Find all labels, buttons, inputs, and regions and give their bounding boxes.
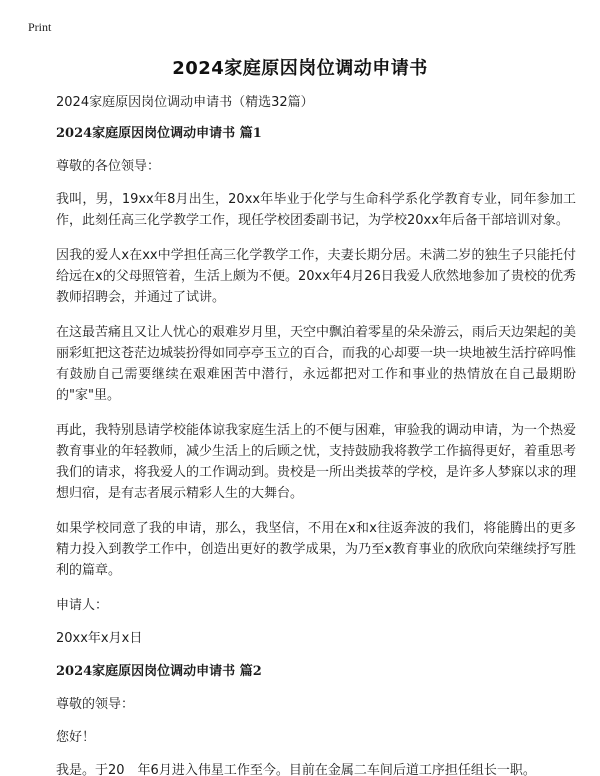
- section-heading: 2024家庭原因岗位调动申请书 篇2: [56, 664, 262, 679]
- salutation: 尊敬的领导：: [56, 697, 135, 712]
- print-link[interactable]: Print: [28, 20, 52, 34]
- document-body: [56, 92, 576, 776]
- body-paragraph: 在这最苦痛且又让人忧心的艰难岁月里，天空中飘泊着零星的朵朵游云，雨后天边架起的美丽彩虹把这苍茫边城装扮得如同亭亭玉立的百合，而我的心却要一块一块地被生活拧碎吗惟有鼓励自己需要继续在艰难困苦中潜行，永远都把对工作和事业的热情放在自己最期盼的"家"里。: [56, 325, 577, 403]
- salutation: 尊敬的各位领导：: [56, 159, 161, 174]
- applicant-label: 申请人：: [56, 598, 109, 613]
- document-title: 2024家庭原因岗位调动申请书: [172, 58, 428, 79]
- body-paragraph: 因我的爱人x在xx中学担任高三化学教学工作，夫妻长期分居。未满二岁的独生子只能托付给远在x的父母照管着，生活上颇为不便。20xx年4月26日我爱人欣然地参加了贵校的优秀教师招聘会，并通过了试讲。: [56, 248, 576, 305]
- body-paragraph: 我叫，男，19xx年8月出生，20xx年毕业于化学与生命科学系化学教育专业，同年参加工作，此刻任高三化学教学工作，现任学校团委副书记，为学校20xx年后备干部培训对象。: [56, 192, 576, 228]
- document-subtitle: 2024家庭原因岗位调动申请书（精选32篇）: [56, 95, 314, 110]
- section-heading: 2024家庭原因岗位调动申请书 篇1: [56, 126, 262, 141]
- body-paragraph: 如果学校同意了我的申请，那么，我坚信，不用在x和x往返奔波的我们，将能腾出的更多精力投入到教学工作中，创造出更好的教学成果，为乃至x教育事业的欣欣向荣继续抒写胜利的篇章。: [56, 521, 576, 578]
- body-paragraph: 我是。于20__年6月进入伟星工作至今。目前在金属二车间后道工序担任组长一职。: [56, 763, 536, 776]
- greeting: 您好！: [56, 730, 96, 745]
- signature-date: 20xx年x月x日: [56, 631, 143, 646]
- body-paragraph: 再此，我特别恳请学校能体谅我家庭生活上的不便与困难，审验我的调动申请，为一个热爱教育事业的年轻教师，减少生活上的后顾之忧，支持鼓励我将教学工作搞得更好，着重思考我们的请求，将我爱人的工作调动到。贵校是一所出类拔萃的学校，是许多人梦寐以求的理想归宿，是有志者展示精彩人生的大舞台。: [56, 423, 577, 501]
